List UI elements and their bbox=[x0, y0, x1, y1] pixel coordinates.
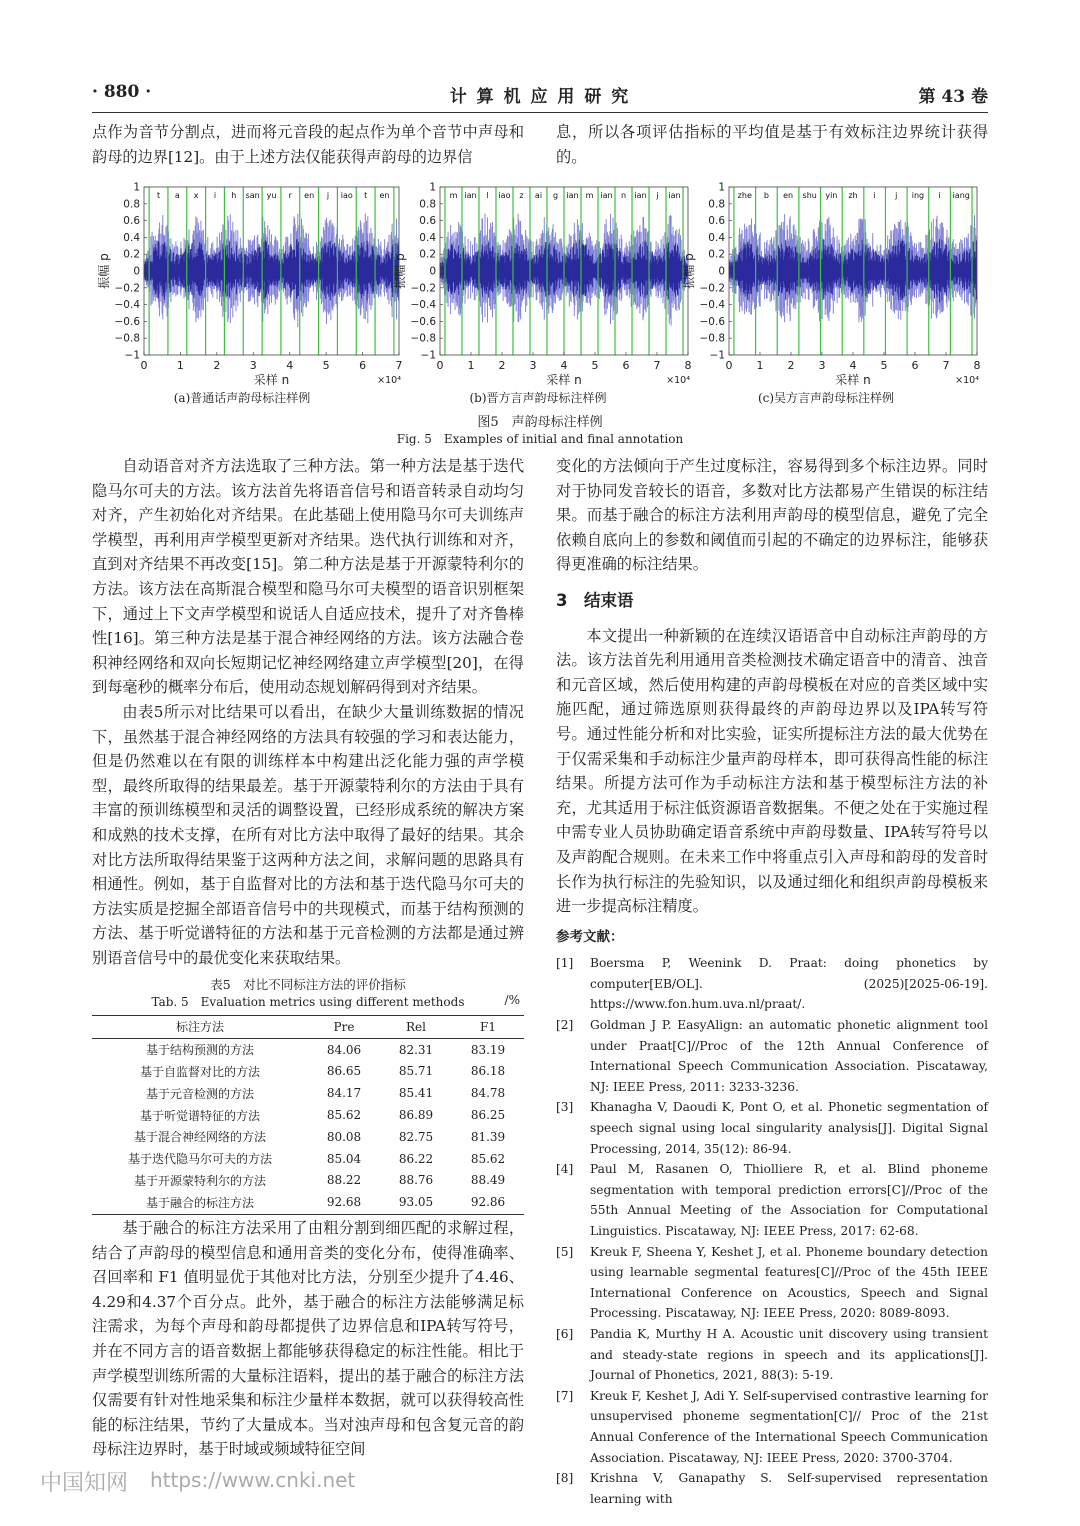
x-tick-label: 0 bbox=[140, 359, 148, 372]
value-cell: 84.17 bbox=[326, 1086, 362, 1101]
phone-label: ian bbox=[668, 191, 681, 200]
left-column-bottom bbox=[92, 1216, 524, 1462]
table-unit: /% bbox=[504, 993, 520, 1007]
table-row bbox=[92, 1191, 524, 1213]
figure-title-en: Fig. 5 Examples of initial and final annotation bbox=[396, 432, 684, 446]
reference-text: Khanagha V, Daoudi K, Pont O, et al. Phonetic segmentation of speech signal using local singularity analysis[J]. Digital Signal Processing, 2014, 35(12): 86-94. bbox=[590, 1100, 988, 1156]
table-row bbox=[92, 1104, 524, 1126]
x-tick-label: 5 bbox=[591, 359, 599, 372]
table-title-en-row bbox=[92, 993, 524, 1011]
phone-label: yin bbox=[825, 191, 838, 200]
top-right-text: 息，所以各项评估指标的平均值是基于有效标注边界统计获得的。 bbox=[556, 123, 988, 166]
y-tick-label: −0.2 bbox=[410, 282, 436, 295]
table-body bbox=[92, 1038, 524, 1213]
reference-item bbox=[556, 953, 988, 1015]
caption-a: (a)普通话声韵母标注样例 bbox=[173, 391, 311, 405]
phone-label: x bbox=[193, 191, 199, 200]
cnki-logo: 中国知网 bbox=[40, 1471, 129, 1496]
table-5 bbox=[92, 975, 524, 1215]
y-tick-label: 0.2 bbox=[123, 248, 140, 261]
table-row bbox=[92, 1061, 524, 1083]
reference-number: [3] bbox=[556, 1100, 574, 1115]
phone-label: t bbox=[156, 191, 161, 200]
value-cell: 85.62 bbox=[470, 1151, 506, 1166]
x-tick-label: 1 bbox=[467, 359, 475, 372]
y-tick-label: 0.2 bbox=[419, 248, 436, 261]
x-exponent: ×10⁴ bbox=[955, 375, 979, 386]
phone-label: n bbox=[620, 191, 627, 200]
reference-text: Kreuk F, Keshet J, Adi Y. Self-supervised contrastive learning for unsupervised phoneme segmentation[C]// Proc of the 21st Annual Conference of the International Speech Communication Association. Piscataway, NJ: IEEE Press, 2020: 3700-3704. bbox=[590, 1388, 988, 1465]
x-tick-label: 7 bbox=[942, 359, 950, 372]
y-tick-label: 1 bbox=[718, 181, 725, 194]
x-tick-label: 5 bbox=[322, 359, 330, 372]
reference-item bbox=[556, 1015, 988, 1097]
reference-text: Paul M, Rasanen O, Thiolliere R, et al. Blind phoneme segmentation with temporal prediction errors[C]//Proc of the 55th Annual Meeting of the Association for Computational Linguistics. Piscataway, NJ: IEEE Press, 2017: 62-68. bbox=[590, 1162, 988, 1238]
references-title: 参考文献： bbox=[556, 928, 624, 945]
value-cell: 81.39 bbox=[470, 1129, 506, 1144]
panel-mandarin bbox=[96, 182, 403, 388]
reference-list bbox=[556, 953, 988, 1509]
phone-label: t bbox=[364, 191, 368, 200]
phone-label: b bbox=[763, 191, 769, 200]
method-cell: 基于迭代隐马尔可夫的方法 bbox=[127, 1152, 272, 1167]
value-cell: 86.18 bbox=[470, 1064, 506, 1079]
y-tick-label: −0.6 bbox=[699, 315, 725, 328]
phone-label: en bbox=[379, 191, 390, 200]
table-row bbox=[92, 1170, 524, 1192]
x-axis-label: 采样 n bbox=[546, 373, 582, 387]
panel-jin-dialect bbox=[392, 182, 692, 388]
phone-label: zhe bbox=[737, 191, 752, 200]
phone-label: zh bbox=[848, 191, 858, 200]
table-row bbox=[92, 1148, 524, 1170]
reference-text: Pandia K, Murthy H A. Acoustic unit discovery using transient and steady-state regions in speech and its applications[J]. Journal of Phonetics, 2021, 88(3): 5-19. bbox=[590, 1326, 988, 1383]
phone-label: m bbox=[585, 191, 594, 200]
paragraph-continued: 变化的方法倾向于产生过度标注，容易得到多个标注边界。同时对于协同发音较长的语音，多数对比方法都易产生错误的标注结果。而基于融合的标注方法利用声韵母的模型信息，避免了完全依赖自底向上的参数和阈值而引起的不确定的边界标注，能够获得更准确的标注结果。 bbox=[556, 457, 988, 574]
reference-number: [8] bbox=[556, 1471, 574, 1486]
x-tick-label: 1 bbox=[176, 359, 184, 372]
y-tick-label: 0.6 bbox=[708, 215, 725, 228]
table-title-en: Tab. 5 Evaluation metrics using different methods bbox=[151, 995, 465, 1009]
phone-label: r bbox=[288, 191, 292, 200]
phone-label: i bbox=[873, 191, 876, 200]
x-tick-label: 3 bbox=[249, 359, 257, 372]
y-tick-label: −1 bbox=[709, 349, 725, 362]
reference-number: [5] bbox=[556, 1244, 574, 1259]
value-cell: 86.65 bbox=[326, 1064, 362, 1079]
top-left-text: 点作为音节分割点，进而将元音段的起点作为单个音节中声母和韵母的边界[12]。由于上述方法仅能获得声韵母的边界信 bbox=[92, 123, 524, 166]
y-tick-label: −0.4 bbox=[410, 299, 436, 312]
x-tick-label: 3 bbox=[818, 359, 826, 372]
col-rel: Rel bbox=[380, 1016, 452, 1038]
y-tick-label: 0.8 bbox=[708, 198, 725, 211]
paragraph-analysis: 由表5所示对比结果可以看出，在缺少大量训练数据的情况下，虽然基于混合神经网络的方法具有较强的学习和表达能力，但是仍然难以在有限的训练样本中构建出泛化能力强的声学模型，最终所取得的结果最差。基于开源蒙特利尔的方法由于具有丰富的预训练模型和灵活的调整设置，已经形成系统的解决方案和成熟的技术支撑，在所有对比方法中取得了最好的结果。其余对比方法所取得结果鉴于这两种方法之间，求解问题的思路具有相通性。例如，基于自监督对比的方法和基于迭代隐马尔可夫的方法实质是挖掘全部语音信号中的共现模式，而基于结构预测的方法、基于听觉谱特征的方法和基于元音检测的方法都是通过辨别语音信号中的最优变化来获取结果。 bbox=[92, 702, 524, 967]
method-cell: 基于自监督对比的方法 bbox=[139, 1064, 260, 1079]
phone-label: yu bbox=[266, 191, 277, 200]
reference-text: Goldman J P. EasyAlign: an automatic phonetic alignment tool under Praat[C]//Proc of the 12th Annual Conference of International Speech Communication Association. Piscataway, NJ: IEEE Press, 2011: 3233-3236. bbox=[590, 1018, 988, 1094]
value-cell: 80.08 bbox=[326, 1129, 362, 1144]
y-tick-label: 0 bbox=[718, 265, 725, 278]
phone-label: h bbox=[231, 191, 237, 200]
phone-label: j bbox=[895, 191, 898, 200]
figure-5 bbox=[92, 175, 992, 413]
value-cell: 92.86 bbox=[470, 1195, 506, 1210]
value-cell: 84.78 bbox=[470, 1086, 506, 1101]
y-tick-label: 0.4 bbox=[123, 231, 140, 244]
reference-number: [4] bbox=[556, 1162, 574, 1177]
x-tick-label: 7 bbox=[395, 359, 403, 372]
value-cell: 92.68 bbox=[326, 1195, 362, 1210]
y-tick-label: 0 bbox=[429, 265, 436, 278]
left-column bbox=[92, 454, 524, 970]
x-tick-label: 6 bbox=[622, 359, 630, 372]
y-tick-label: 0.4 bbox=[708, 231, 725, 244]
cnki-url[interactable]: https://www.cnki.net bbox=[150, 1468, 356, 1492]
reference-number: [6] bbox=[556, 1326, 574, 1341]
y-axis-label: 振幅 p bbox=[682, 253, 696, 289]
x-tick-label: 4 bbox=[849, 359, 857, 372]
phone-label: san bbox=[245, 191, 260, 200]
reference-item bbox=[556, 1242, 988, 1324]
reference-item bbox=[556, 1159, 988, 1241]
reference-number: [7] bbox=[556, 1388, 574, 1403]
phone-label: ian bbox=[634, 191, 647, 200]
table-row bbox=[92, 1082, 524, 1104]
paragraph-methods: 自动语音对齐方法选取了三种方法。第一种方法是基于迭代隐马尔可夫的方法。该方法首先将语音信号和语音转录自动均匀对齐，产生初始化对齐结果。在此基础上使用隐马尔可夫训练声学模型，再利用声学模型更新对齐结果。迭代执行训练和对齐，直到对齐结果不再改变[15]。第二种方法是基于开源蒙特利尔的方法。该方法在高斯混合模型和隐马尔可夫模型的语音识别框架下，通过上下文声学模型和说话人自适应技术，提升了对齐鲁棒性[16]。第三种方法是基于混合神经网络的方法。该方法融合卷积神经网络和双向长短期记忆神经网络建立声学模型[20]，在得到每毫秒的概率分布后，使用动态规划解码得到对齐结果。 bbox=[92, 457, 524, 697]
x-tick-label: 6 bbox=[911, 359, 919, 372]
phone-label: en bbox=[304, 191, 315, 200]
x-tick-label: 4 bbox=[286, 359, 294, 372]
y-tick-label: 0.6 bbox=[123, 215, 140, 228]
phone-label: ian bbox=[600, 191, 613, 200]
reference-text: Boersma P, Weenink D. Praat: doing phonetics by computer[EB/OL]. (2025)[2025-06-19]. https://www.fon.hum.uva.nl/praat/. bbox=[590, 956, 988, 1012]
value-cell: 88.76 bbox=[398, 1173, 434, 1188]
y-tick-label: −0.8 bbox=[699, 332, 725, 345]
reference-number: [2] bbox=[556, 1018, 574, 1033]
y-tick-label: 0.2 bbox=[708, 248, 725, 261]
y-tick-label: 1 bbox=[429, 181, 436, 194]
x-tick-label: 1 bbox=[756, 359, 764, 372]
section-title: 3 结束语 bbox=[556, 590, 634, 610]
phone-label: m bbox=[449, 191, 458, 200]
phone-label: shu bbox=[802, 191, 817, 200]
x-tick-label: 4 bbox=[560, 359, 568, 372]
y-tick-label: 0.8 bbox=[123, 198, 140, 211]
reference-item bbox=[556, 1324, 988, 1386]
paragraph-conclusion: 本文提出一种新颖的在连续汉语语音中自动标注声韵母的方法。该方法首先利用通用音类检测技术确定语音中的清音、浊音和元音区域，然后使用构建的声韵母模板在对应的音类区域中实施匹配，通过筛选原则获得最终的声韵母边界以及IPA转写符号。通过性能分析和对比实验，证实所提标注方法的最大优势在于仅需采集和手动标注少量声韵母样本，即可获得高性能的标注结果。所提方法可作为手动标注方法和基于模型标注方法的补充，尤其适用于标注低资源语音数据集。不便之处在于实施过程中需专业人员协助确定语音系统中声韵母数量、IPA转写符号以及声韵配合规则。在未来工作中将重点引入声母和韵母的发音时长作为执行标注的先验知识，以及通过细化和组织声韵母模板来进一步提高标注精度。 bbox=[556, 626, 988, 916]
y-tick-label: −0.8 bbox=[410, 332, 436, 345]
method-cell: 基于开源蒙特利尔的方法 bbox=[133, 1173, 266, 1188]
value-cell: 86.25 bbox=[470, 1108, 506, 1123]
y-tick-label: −0.4 bbox=[699, 299, 725, 312]
x-tick-label: 8 bbox=[973, 359, 981, 372]
y-tick-label: −0.2 bbox=[114, 282, 140, 295]
phone-label: en bbox=[783, 191, 794, 200]
metrics-table bbox=[92, 1016, 524, 1213]
volume-label: 第 43 卷 bbox=[918, 87, 988, 107]
x-tick-label: 0 bbox=[436, 359, 444, 372]
value-cell: 88.22 bbox=[326, 1173, 362, 1188]
x-axis-label: 采样 n bbox=[253, 373, 290, 387]
y-tick-label: −1 bbox=[420, 349, 436, 362]
y-axis-label: 振幅 p bbox=[97, 253, 111, 289]
method-cell: 基于元音检测的方法 bbox=[145, 1086, 254, 1101]
col-f1: F1 bbox=[452, 1016, 524, 1038]
phone-label: i bbox=[213, 191, 217, 200]
figure-title-cn: 图5 声韵母标注样例 bbox=[477, 415, 603, 430]
col-pre: Pre bbox=[308, 1016, 380, 1038]
x-tick-label: 5 bbox=[880, 359, 888, 372]
phone-label: z bbox=[519, 191, 524, 200]
method-cell: 基于混合神经网络的方法 bbox=[133, 1130, 266, 1145]
x-tick-label: 2 bbox=[787, 359, 795, 372]
value-cell: 85.71 bbox=[398, 1064, 434, 1079]
x-tick-label: 6 bbox=[359, 359, 367, 372]
x-tick-label: 3 bbox=[529, 359, 537, 372]
method-cell: 基于听觉谱特征的方法 bbox=[139, 1108, 260, 1123]
page-number: · 880 · bbox=[92, 82, 152, 102]
paragraph-fusion: 基于融合的标注方法采用了由粗分割到细匹配的求解过程，结合了声韵母的模型信息和通用音类的变化分布，使得准确率、召回率和 F1 值明显优于其他对比方法，分别至少提升了4.46、4.29和4.37个百分点。此外，基于融合的标注方法能够满足标注需求，为每个声母和韵母都提供了边界信息和IPA转写符号，并在不同方言的语音数据上都能够获得稳定的标注性能。相比于声学模型训练所需的大量标注语料，提出的基于融合的标注方法仅需要有针对性地采集和标注少量样本数据，就可以获得较高性能的标注结果，节约了大量成本。当对浊声母和包含复元音的韵母标注边界时，基于时域或频域特征空间 bbox=[92, 1219, 524, 1459]
value-cell: 84.06 bbox=[326, 1042, 362, 1057]
table-title-cn: 表5 对比不同标注方法的评价指标 bbox=[210, 977, 406, 992]
phone-label: i bbox=[938, 191, 941, 200]
phone-label: iao bbox=[498, 191, 511, 200]
phone-label: l bbox=[486, 191, 489, 200]
value-cell: 85.62 bbox=[326, 1108, 362, 1123]
reference-item bbox=[556, 1468, 988, 1509]
method-cell: 基于融合的标注方法 bbox=[145, 1195, 254, 1210]
header-rule bbox=[92, 112, 988, 113]
x-tick-label: 8 bbox=[684, 359, 692, 372]
phone-label: j bbox=[326, 191, 330, 200]
value-cell: 86.89 bbox=[398, 1108, 434, 1123]
x-exponent: ×10⁴ bbox=[666, 375, 690, 386]
table-frame bbox=[92, 1015, 524, 1215]
table-row bbox=[92, 1038, 524, 1060]
phone-label: g bbox=[552, 191, 559, 200]
phone-label: j bbox=[656, 191, 659, 200]
value-cell: 88.49 bbox=[470, 1173, 506, 1188]
table-row bbox=[92, 1126, 524, 1148]
caption-c: (c)吴方言声韵母标注样例 bbox=[757, 391, 895, 405]
journal-title: 计 算 机 应 用 研 究 bbox=[449, 87, 631, 107]
panel-wu-dialect bbox=[681, 182, 981, 388]
phone-label: a bbox=[174, 191, 180, 200]
value-cell: 85.04 bbox=[326, 1151, 362, 1166]
y-tick-label: 0.8 bbox=[419, 198, 436, 211]
value-cell: 82.75 bbox=[398, 1129, 434, 1144]
y-tick-label: −0.4 bbox=[114, 299, 140, 312]
y-axis-label: 振幅 p bbox=[393, 253, 407, 289]
reference-text: Krishna V, Ganapathy S. Self-supervised representation learning with bbox=[590, 1471, 988, 1506]
y-tick-label: 1 bbox=[133, 181, 140, 194]
y-tick-label: −0.2 bbox=[699, 282, 725, 295]
y-tick-label: −0.6 bbox=[410, 315, 436, 328]
x-tick-label: 2 bbox=[213, 359, 221, 372]
x-axis-label: 采样 n bbox=[835, 373, 871, 387]
phone-label: ai bbox=[534, 191, 543, 200]
col-method: 标注方法 bbox=[92, 1016, 308, 1038]
right-column bbox=[556, 454, 988, 1509]
y-tick-label: 0.4 bbox=[419, 231, 436, 244]
value-cell: 86.22 bbox=[398, 1151, 434, 1166]
y-tick-label: −1 bbox=[124, 349, 140, 362]
phone-label: ing bbox=[911, 191, 925, 200]
x-tick-label: 7 bbox=[653, 359, 661, 372]
value-cell: 82.31 bbox=[398, 1042, 434, 1057]
phone-label: iang bbox=[952, 191, 970, 200]
x-tick-label: 0 bbox=[725, 359, 733, 372]
y-tick-label: 0.6 bbox=[419, 215, 436, 228]
reference-item bbox=[556, 1386, 988, 1468]
method-cell: 基于结构预测的方法 bbox=[145, 1043, 254, 1058]
caption-b: (b)晋方言声韵母标注样例 bbox=[469, 391, 607, 405]
value-cell: 85.41 bbox=[398, 1086, 434, 1101]
reference-text: Kreuk F, Sheena Y, Keshet J, et al. Phoneme boundary detection using learnable segmental features[C]//Proc of the 45th IEEE International Conference on Acoustics, Speech and Signal Processing. Piscataway, NJ: IEEE Press, 2020: 8089-8093. bbox=[590, 1244, 988, 1321]
y-tick-label: 0 bbox=[133, 265, 140, 278]
y-tick-label: −0.6 bbox=[114, 315, 140, 328]
phone-label: ian bbox=[566, 191, 579, 200]
x-exponent: ×10⁴ bbox=[377, 375, 401, 386]
reference-number: [1] bbox=[556, 956, 574, 971]
x-tick-label: 2 bbox=[498, 359, 506, 372]
y-tick-label: −0.8 bbox=[114, 332, 140, 345]
phone-label: ian bbox=[464, 191, 477, 200]
reference-item bbox=[556, 1097, 988, 1159]
table-header-row bbox=[92, 1016, 524, 1038]
value-cell: 93.05 bbox=[398, 1195, 434, 1210]
phone-label: iao bbox=[340, 191, 353, 200]
value-cell: 83.19 bbox=[470, 1042, 506, 1057]
